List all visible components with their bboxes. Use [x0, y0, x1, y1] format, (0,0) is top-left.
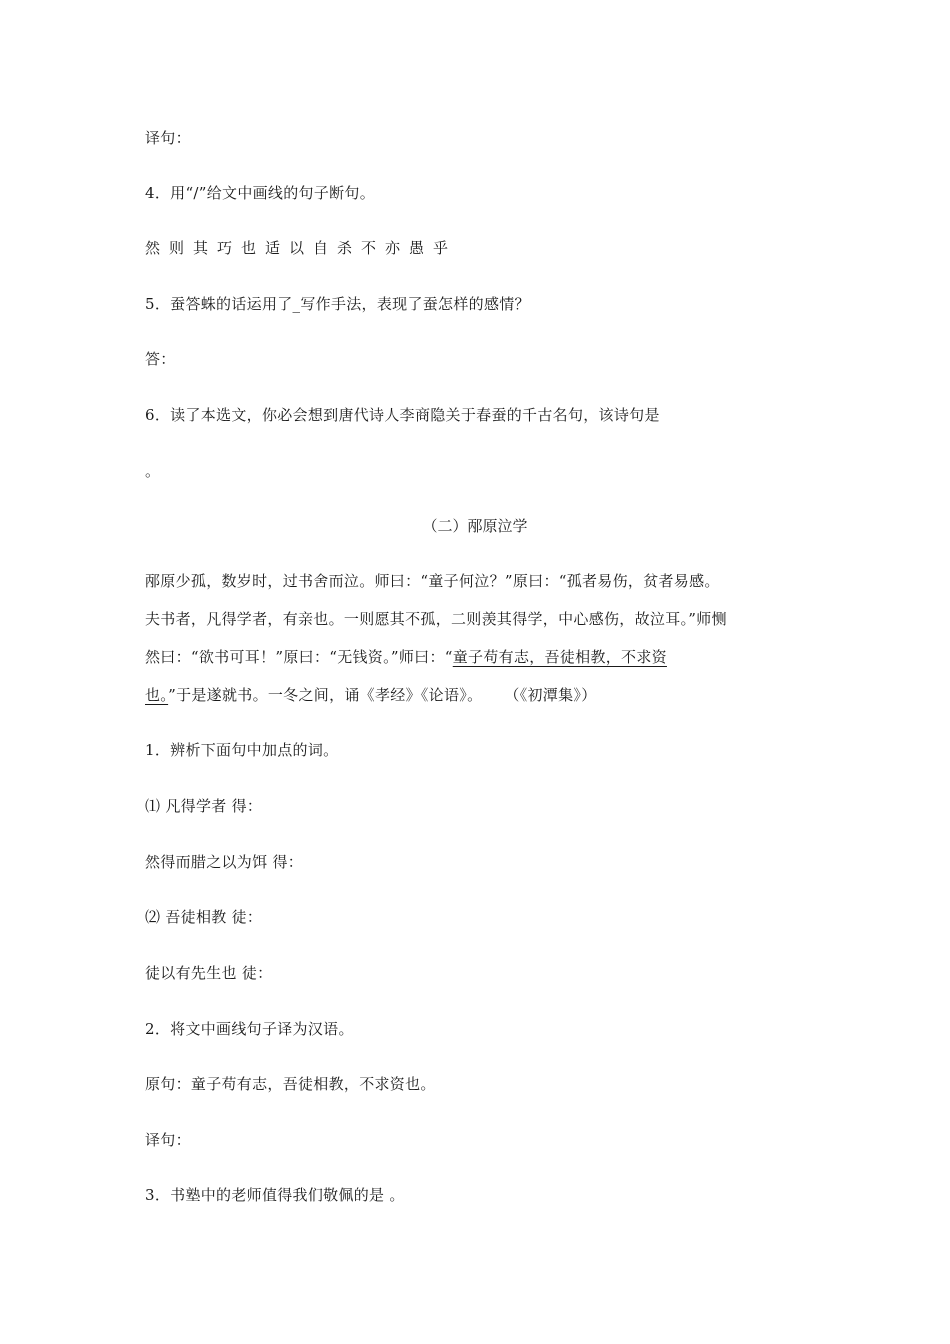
part2-question-1-item-2b: 徒以有先生也 徒：	[145, 964, 273, 982]
underlined-sentence-part-1: 童子苟有志，吾徒相教，不求资	[452, 648, 667, 666]
part2-question-1-item-2a: ⑵ 吾徒相教 徒：	[145, 908, 263, 926]
underlined-sentence-part-2: 也。	[145, 686, 169, 704]
passage-line-3-text: 然曰：“欲书可耳！”原曰：“无钱资。”师曰：“	[145, 648, 453, 666]
part2-question-2-original: 原句：童子苟有志，吾徒相教，不求资也。	[145, 1075, 436, 1093]
part2-question-1-item-1b: 然得而腊之以为饵 得：	[145, 853, 304, 871]
part2-question-2: 2．将文中画线句子译为汉语。	[145, 1020, 354, 1038]
passage-line-2: 夫书者，凡得学者，有亲也。一则愿其不孤，二则羡其得学，中心感伤，故泣耳。”师恻	[145, 610, 727, 628]
question-4: 4．用“/”给文中画线的句子断句。	[145, 184, 376, 202]
passage-line-4	[145, 685, 597, 705]
part2-question-2-translation-label: 译句：	[145, 1131, 191, 1149]
part2-question-3: 3．书塾中的老师值得我们敬佩的是 。	[145, 1186, 405, 1204]
part2-question-1-item-1a: ⑴ 凡得学者 得：	[145, 797, 263, 815]
passage-line-3	[145, 647, 667, 667]
section-title: （二）邴原泣学	[422, 517, 528, 535]
question-6: 6．读了本选文，你必会想到唐代诗人李商隐关于春蚕的千古名句，该诗句是	[145, 406, 660, 424]
passage-line-1: 邴原少孤，数岁时，过书舍而泣。师曰：“童子何泣？”原曰：“孤者易伤，贫者易感。	[145, 572, 720, 590]
part2-question-1: 1．辨析下面句中加点的词。	[145, 741, 339, 759]
question-4-sentence: 然则其巧也适以自杀不亦愚乎	[145, 239, 458, 257]
question-5-answer-label: 答：	[145, 350, 176, 368]
passage-source: （《初潭集》）	[504, 686, 597, 704]
translation-label: 译句：	[145, 129, 191, 147]
passage-line-4-text: ”于是遂就书。一冬之间，诵《孝经》《论语》。	[168, 686, 483, 704]
question-5: 5．蚕答蛛的话运用了_写作手法，表现了蚕怎样的感情？	[145, 295, 530, 313]
question-6-end: 。	[145, 462, 161, 480]
